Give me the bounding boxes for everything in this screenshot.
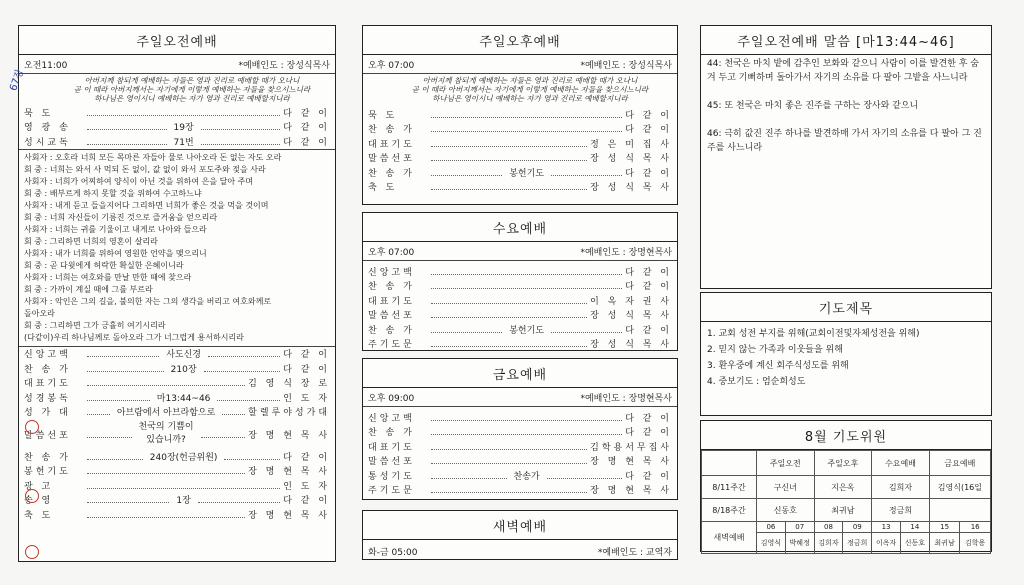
order-row	[19, 120, 335, 135]
prayer-item: 1. 교회 성전 부지를 위해(교회이전및자체성전을 위해)	[707, 329, 920, 339]
dawn-worship-section	[362, 510, 678, 560]
order-person: 다 같 이	[283, 123, 330, 134]
afternoon-order	[363, 107, 677, 194]
afternoon-time: 오후 07:00	[368, 61, 415, 71]
order-person: 다 같 이	[283, 137, 330, 148]
order-row	[363, 107, 677, 122]
scripture-verse: 45: 또 천국은 마치 좋은 진주를 구하는 장사와 같으니	[707, 101, 919, 111]
order-label: 묵 도	[368, 110, 398, 121]
order-row	[19, 493, 335, 508]
dawn-name: 박혜정	[785, 533, 814, 554]
committee-cell: 8/11주간	[702, 476, 757, 499]
afternoon-worship-title: 주일오후예배	[363, 26, 677, 55]
friday-order	[363, 407, 677, 497]
order-label: 성 가 대	[24, 408, 71, 419]
order-label: 말씀선포	[368, 311, 415, 322]
order-person: 할렐루야성가대	[248, 408, 331, 419]
order-value: 봉헌기도	[509, 325, 544, 336]
dawn-worship-title: 새벽예배	[363, 511, 677, 540]
friday-time: 오후 09:00	[368, 394, 415, 404]
order-person: 장 명 현 목 사	[590, 457, 672, 468]
order-label: 대표기도	[368, 296, 415, 307]
order-label: 축 도	[24, 510, 54, 521]
reading-line: 회 중 : 그리하면 너희의 영혼이 살리라	[24, 236, 158, 246]
order-person: 다 같 이	[625, 110, 672, 121]
order-label: 광 고	[24, 481, 54, 492]
order-value: 봉헌기도	[509, 168, 544, 179]
prayer-topics-title: 기도제목	[701, 293, 991, 322]
order-row	[363, 439, 677, 454]
order-row	[19, 405, 335, 420]
order-label: 신앙고백	[24, 350, 71, 361]
committee-cell	[929, 499, 990, 522]
wednesday-worship-section	[362, 212, 678, 351]
order-label: 찬 송 가	[24, 452, 71, 463]
order-row	[19, 105, 335, 120]
order-row	[363, 308, 677, 323]
afternoon-intro	[363, 74, 677, 107]
dawn-day: 09	[843, 522, 872, 533]
morning-time: 오전11:00	[24, 61, 68, 71]
order-row	[363, 136, 677, 151]
order-label: 봉헌기도	[24, 467, 71, 478]
intro-line: 곧 이 때라 아버지께서는 자기에게 이렇게 예배하는 자들을 찾으시느니라	[73, 85, 311, 94]
order-row	[19, 376, 335, 391]
wednesday-leader: *예배인도 : 장명현목사	[580, 248, 672, 258]
reading-line: 사회자 : 너희가 어찌하여 양식이 아닌 것을 위하여 은을 달아 주며	[24, 176, 254, 186]
dawn-day: 13	[872, 522, 901, 533]
order-person: 장 성 식 목 사	[590, 154, 672, 165]
order-value: 19장	[173, 123, 194, 134]
order-value: 마13:44~46	[156, 393, 211, 404]
order-person: 다 같 이	[283, 496, 331, 507]
reading-line: 회 중 : 너희 자신들이 기름진 것으로 즐거움을 얻으리라	[24, 212, 218, 222]
committee-header: 주일오후	[814, 451, 872, 476]
order-row	[363, 322, 677, 337]
reading-line: (다같이)우리 하나님께로 돌아오라 그가 너그럽게 용서하시리라	[24, 332, 244, 342]
order-value: 1장	[176, 496, 191, 507]
reading-line: 사회자 : 내가 너희를 위하여 영원한 언약을 맺으리니	[24, 248, 207, 258]
dawn-day: 06	[757, 522, 786, 533]
reading-line: 회 중 : 배부르게 하지 못할 것을 위하여 수고하느냐	[24, 188, 202, 198]
intro-line: 하나님은 영이시니 예배하는 자가 영과 진리로 예배할지니라	[432, 94, 628, 103]
dawn-name: 최귀남	[929, 533, 960, 554]
order-row	[19, 478, 335, 493]
order-person: 다 같 이	[625, 125, 672, 136]
sermon-preacher: 장 명 현 목 사	[248, 430, 331, 441]
afternoon-leader: *예배인도 : 장성식목사	[580, 61, 672, 71]
order-row	[363, 425, 677, 440]
order-label: 찬 송 가	[368, 168, 415, 179]
order-value: 아브람에서 아브라함으로	[116, 408, 216, 419]
reading-line: 돌아오라	[24, 308, 55, 318]
committee-cell: 8/18주간	[702, 499, 757, 522]
committee-header	[702, 451, 757, 476]
committee-title: 8월 기도위원	[701, 421, 991, 450]
order-person: 김 영 식 장 로	[248, 379, 330, 390]
handwritten-hymn-note: 67장	[8, 67, 27, 93]
scripture-verses	[701, 55, 991, 171]
morning-order-top	[19, 105, 335, 149]
wednesday-order	[363, 261, 677, 351]
order-label: 말씀선포	[368, 457, 415, 468]
handwritten-circle-mark	[25, 489, 39, 503]
order-label: 찬 송 가	[368, 325, 415, 336]
order-person: 장 성 식 목 사	[590, 340, 672, 351]
order-label: 대표기도	[368, 139, 415, 150]
order-person: 인 도 자	[283, 393, 330, 404]
order-row	[19, 507, 335, 522]
order-label: 통성기도	[368, 471, 415, 482]
reading-line: 회 중 : 가까이 계실 때에 그를 부르라	[24, 284, 153, 294]
dawn-time: 화-금 05:00	[368, 548, 418, 558]
order-value: 찬송가	[513, 471, 540, 482]
reading-line: 회 중 : 곧 다윗에게 허락한 확실한 은혜이니라	[24, 260, 184, 270]
dawn-label: 새벽예배	[702, 522, 757, 554]
prayer-topics-list	[701, 322, 991, 394]
order-label: 성시교독	[24, 137, 71, 148]
committee-cell: 최귀남	[814, 499, 872, 522]
sermon-title-line1: 천국의 기쁨이	[138, 422, 194, 432]
reading-line: 사회자 : 너희는 여호와를 만날 만한 때에 찾으라	[24, 272, 192, 282]
order-row	[19, 390, 335, 405]
order-label: 찬 송 가	[368, 428, 415, 439]
order-label: 대표기도	[368, 442, 415, 453]
order-person: 다 같 이	[625, 471, 672, 482]
committee-header: 주일오전	[757, 451, 815, 476]
intro-line: 아버지께 참되게 예배하는 자들은 영과 진리로 예배할 때가 오나니	[422, 76, 638, 85]
order-label: 찬 송 가	[368, 125, 415, 136]
order-row	[363, 454, 677, 469]
order-label: 성경봉독	[24, 393, 71, 404]
scripture-verse: 46: 극히 값진 진주 하나를 발견하매 가서 자기의 소유를 다 팔아 그 진주를 사느니라	[707, 129, 982, 153]
order-row	[19, 134, 335, 149]
order-person: 다 같 이	[625, 267, 672, 278]
scripture-verse: 44: 천국은 마치 밭에 감추인 보화와 같으니 사람이 이를 발견한 후 숨겨 두고 기뻐하며 돌아가서 자기의 소유를 다 팔아 그밭을 사느니라	[707, 59, 979, 83]
order-person: 장 명 현 목 사	[590, 486, 672, 497]
order-row	[19, 361, 335, 376]
committee-cell: 김희자	[872, 476, 930, 499]
prayer-item: 3. 환우중에 계신 회주식성도를 위해	[707, 361, 849, 371]
order-person: 김학용서무집사	[590, 442, 672, 453]
order-person: 다 같 이	[283, 452, 331, 463]
order-person: 다 같 이	[625, 428, 672, 439]
afternoon-worship-section	[362, 25, 678, 205]
order-person: 인 도 자	[283, 481, 330, 492]
order-row	[19, 347, 335, 362]
committee-header: 금요예배	[929, 451, 990, 476]
dawn-day: 15	[929, 522, 960, 533]
order-label: 찬 송 가	[368, 282, 415, 293]
order-row	[363, 264, 677, 279]
dawn-name: 신동호	[900, 533, 929, 554]
order-person: 다 같 이	[283, 350, 330, 361]
sermon-title-line2: 있습니까?	[146, 435, 186, 445]
morning-worship-title: 주일오전예배	[19, 26, 335, 55]
dawn-leader: *예배인도 : 교역자	[597, 548, 672, 558]
order-person: 장 성 식 목 사	[590, 311, 672, 322]
order-label: 묵 도	[24, 108, 54, 119]
order-row	[363, 293, 677, 308]
reading-line: 사회자 : 악인은 그의 길을, 불의한 자는 그의 생각을 버리고 여호와께로	[24, 296, 272, 306]
committee-cell: 신동호	[757, 499, 815, 522]
dawn-day: 14	[900, 522, 929, 533]
sermon-label: 말씀선포	[24, 430, 71, 441]
order-person: 다 같 이	[283, 108, 330, 119]
handwritten-circle-mark	[25, 420, 39, 434]
prayer-item: 2. 믿지 않는 가족과 이웃들을 위해	[707, 345, 843, 355]
morning-order-bottom	[19, 449, 335, 522]
order-person: 다 같 이	[625, 282, 672, 293]
responsive-reading	[19, 149, 335, 347]
dawn-name: 김희자	[814, 533, 843, 554]
order-row	[363, 279, 677, 294]
order-label: 찬 송 가	[24, 364, 71, 375]
order-label: 대표기도	[24, 379, 71, 390]
dawn-day: 08	[814, 522, 843, 533]
intro-line: 곧 이 때라 아버지께서는 자기에게 이렇게 예배하는 자들을 찾으시느니라	[411, 85, 649, 94]
order-person: 정 은 미 집 사	[590, 139, 672, 150]
dawn-name: 정금희	[843, 533, 872, 554]
order-person: 다 같 이	[625, 168, 672, 179]
wednesday-time: 오후 07:00	[368, 248, 415, 258]
dawn-name: 김학용	[960, 533, 991, 554]
order-person: 장 명 현 목 사	[248, 467, 330, 478]
order-label: 신앙고백	[368, 413, 415, 424]
reading-line: 사회자 : 오호라 너희 모든 목마른 자들아 물로 나아오라 돈 없는 자도 오라	[24, 152, 282, 162]
committee-cell: 지은옥	[814, 476, 872, 499]
order-label: 영 광 송	[24, 123, 71, 134]
wednesday-worship-title: 수요예배	[363, 213, 677, 242]
friday-worship-title: 금요예배	[363, 359, 677, 388]
order-row	[363, 483, 677, 498]
sermon-row	[19, 419, 335, 449]
order-label: 주기도문	[368, 486, 415, 497]
reading-line: 사회자 : 내게 듣고 들을지어다 그리하면 너희가 좋은 것을 먹을 것이며	[24, 200, 269, 210]
friday-leader: *예배인도 : 장명현목사	[580, 394, 672, 404]
order-value: 71번	[173, 137, 194, 148]
order-person: 다 같 이	[283, 364, 330, 375]
order-value: 240장(헌금위원)	[149, 452, 218, 463]
order-row	[363, 122, 677, 137]
order-row	[363, 165, 677, 180]
scripture-section	[700, 25, 992, 289]
order-person: 다 같 이	[625, 325, 672, 336]
morning-intro	[19, 74, 335, 105]
order-person: 다 같 이	[625, 413, 672, 424]
committee-header: 수요예배	[872, 451, 930, 476]
order-row	[363, 410, 677, 425]
order-row	[19, 449, 335, 464]
committee-cell: 정금희	[872, 499, 930, 522]
committee-cell: 김영식(16일	[929, 476, 990, 499]
intro-line: 하나님은 영이시니 예배하는 자가 영과 진리로 예배할지니라	[94, 94, 290, 103]
prayer-topics-section	[700, 292, 992, 416]
order-value: 사도신경	[166, 350, 201, 361]
order-label: 신앙고백	[368, 267, 415, 278]
reading-line: 사회자 : 너희는 귀를 기울이고 내게로 나아와 들으라	[24, 224, 207, 234]
reading-line: 회 중 : 너희는 와서 사 먹되 돈 없이, 값 없이 와서 포도주와 젖을 사라	[24, 164, 266, 174]
scripture-title: 주일오전예배 말씀 [마13:44~46]	[701, 26, 991, 55]
morning-leader: *예배인도 : 장성식목사	[238, 61, 330, 71]
order-row	[19, 464, 335, 479]
order-row	[363, 468, 677, 483]
order-label: 말씀선포	[368, 154, 415, 165]
order-row	[363, 337, 677, 352]
order-label: 송 영	[24, 496, 54, 507]
prayer-item: 4. 중보기도 : 엄순희성도	[707, 377, 806, 387]
morning-order-mid	[19, 347, 335, 420]
dawn-name: 이옥자	[872, 533, 901, 554]
morning-worship-section	[18, 25, 336, 562]
prayer-committee-section	[700, 420, 992, 552]
order-person: 장 명 현 목 사	[248, 510, 330, 521]
friday-worship-section	[362, 358, 678, 500]
intro-line: 아버지께 참되게 예배하는 자들은 영과 진리로 예배할 때가 오나니	[84, 76, 300, 85]
committee-table	[701, 450, 991, 554]
dawn-day: 07	[785, 522, 814, 533]
morning-header	[19, 55, 335, 74]
order-label: 주기도문	[368, 340, 415, 351]
handwritten-circle-mark	[25, 545, 39, 559]
order-row	[363, 180, 677, 195]
reading-line: 회 중 : 그리하면 그가 긍휼히 여기시리라	[24, 320, 166, 330]
order-row	[363, 151, 677, 166]
dawn-name: 김영식	[757, 533, 786, 554]
order-value: 210장	[170, 364, 197, 375]
committee-cell: 구신녀	[757, 476, 815, 499]
order-person: 이 옥 자 권 사	[590, 296, 672, 307]
dawn-day: 16	[960, 522, 991, 533]
order-label: 축 도	[368, 183, 398, 194]
order-person: 장 성 식 목 사	[590, 183, 672, 194]
